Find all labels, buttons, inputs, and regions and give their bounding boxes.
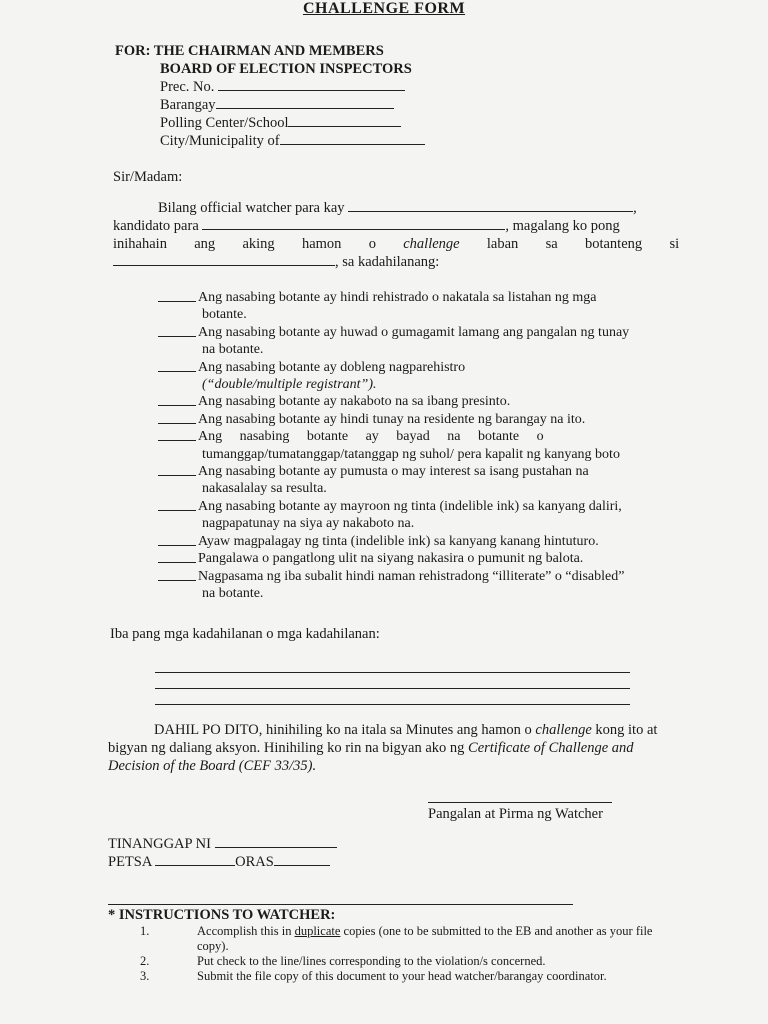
reason-item [158, 289, 678, 324]
closing-text-c: kong ito at bigyan ng daliang aksyon. Hinihiling ko rin na bigyan ako ng [108, 722, 658, 756]
reason-item [158, 411, 678, 428]
barangay-label: Barangay [160, 97, 216, 113]
intro-word: laban [486, 236, 519, 252]
barangay-row [115, 96, 425, 114]
instruction-text-cont: copies (one to be submitted to the EB and another as your file copy). [197, 924, 653, 953]
received-by-row [108, 835, 337, 853]
instruction-item [140, 954, 680, 969]
reason-item [158, 568, 678, 603]
reason-item [158, 359, 678, 394]
intro-word: hamon [301, 236, 342, 252]
reason-text: Ang nasabing botante ay pumusta o may interest sa isang pustahan na [198, 464, 589, 480]
check-line[interactable] [158, 568, 198, 603]
received-by-label: TINANGGAP NI [108, 836, 211, 852]
instructions-list [140, 924, 680, 984]
closing-text-b: challenge [535, 722, 592, 738]
intro-text-1: Bilang official watcher para kay [158, 200, 345, 216]
received-block [108, 835, 337, 871]
for-line: FOR: THE CHAIRMAN AND MEMBERS [115, 43, 384, 59]
reason-text-cont: na botante. [202, 342, 264, 358]
reason-text: Nagpasama ng iba subalit hindi naman rehistradong “illiterate” o “disabled” [198, 568, 625, 584]
prec-no-field[interactable] [218, 78, 405, 91]
signature-line[interactable] [428, 802, 612, 803]
intro-word: si [669, 236, 680, 252]
closing-text-a: DAHIL PO DITO, hinihiling ko na itala sa Minutes ang hamon o [154, 722, 536, 738]
other-reason-line-1[interactable] [155, 672, 630, 673]
reason-item [158, 463, 678, 498]
intro-word: aking [242, 236, 275, 252]
time-label: ORAS [235, 854, 274, 870]
instruction-underlined: duplicate [294, 924, 341, 938]
instruction-item [140, 924, 680, 954]
intro-word: o [368, 236, 376, 252]
reason-text: Ayaw magpalagay ng tinta (indelible ink) sa kanyang kanang hintuturo. [198, 533, 599, 549]
other-reason-line-3[interactable] [155, 704, 630, 705]
intro-word: botanteng [584, 236, 643, 252]
date-label: PETSA [108, 854, 152, 870]
candidate-name-field[interactable] [348, 199, 633, 212]
reason-text-cont: botante. [202, 307, 247, 323]
instruction-item [140, 969, 680, 984]
reason-text: Ang nasabing botante ay huwad o gumagamit lamang ang pangalan ng tunay [198, 324, 630, 340]
intro-text-2b: , magalang ko pong [505, 218, 620, 234]
instruction-number: 1. [140, 924, 150, 938]
intro-text-4: , sa kadahilanang: [335, 254, 440, 270]
reason-text-cont: nagpapatunay na siya ay nakaboto na. [202, 516, 415, 532]
check-line[interactable] [158, 428, 198, 463]
intro-word: sa [545, 236, 558, 252]
city-field[interactable] [280, 132, 425, 145]
reason-text: Ang nasabing botante ay mayroon ng tinta (indelible ink) sa kanyang daliri, [198, 498, 622, 514]
date-time-row [108, 853, 337, 871]
intro-line-1: Bilang official watcher para kay , [158, 200, 637, 216]
reason-item [158, 393, 678, 410]
instructions-heading: * INSTRUCTIONS TO WATCHER: [108, 907, 336, 923]
reason-item [158, 324, 678, 359]
intro-line-2 [113, 217, 620, 235]
reason-text: Ang nasabing botante ay bayad na botante o [198, 429, 544, 445]
check-line[interactable] [158, 498, 198, 533]
check-line[interactable] [158, 324, 198, 359]
check-line[interactable] [158, 289, 198, 324]
reason-item [158, 533, 678, 550]
prec-no-row [115, 78, 425, 96]
date-field[interactable] [155, 853, 235, 866]
instruction-text: Accomplish this in [197, 924, 295, 938]
form-title: CHALLENGE FORM [302, 0, 466, 17]
reason-text: Ang nasabing botante ay nakaboto na sa ibang presinto. [198, 394, 511, 410]
other-reasons-label: Iba pang mga kadahilanan o mga kadahilanan: [110, 626, 380, 642]
instruction-number: 3. [140, 969, 150, 983]
signature-label: Pangalan at Pirma ng Watcher [428, 806, 603, 822]
intro-line-4 [113, 253, 439, 271]
reason-text: Ang nasabing botante ay hindi rehistrado o nakatala sa listahan ng mga [198, 290, 597, 305]
check-line[interactable] [158, 463, 198, 498]
city-label: City/Municipality of [160, 133, 280, 149]
reason-text: Ang nasabing botante ay dobleng nagparehistro [198, 359, 466, 375]
reason-text: Ang nasabing botante ay hindi tunay na residente ng barangay na ito. [198, 411, 586, 427]
check-line[interactable] [158, 393, 198, 410]
city-row [115, 132, 425, 150]
check-line[interactable] [158, 359, 198, 394]
polling-label: Polling Center/School [160, 115, 289, 131]
reason-text: Pangalawa o pangatlong ulit na siyang nakasira o pumunit ng balota. [198, 551, 584, 567]
reason-text-cont: na botante. [202, 585, 264, 601]
position-field[interactable] [202, 217, 505, 230]
closing-paragraph [108, 721, 674, 775]
closing-text-d: Certificate of Challenge and Decision of the Board (CEF 33/35). [108, 740, 634, 774]
polling-field[interactable] [288, 114, 401, 127]
check-line[interactable] [158, 411, 198, 428]
time-field[interactable] [274, 853, 330, 866]
voter-name-field[interactable] [113, 253, 335, 266]
prec-no-label: Prec. No. [160, 79, 215, 95]
reason-item [158, 498, 678, 533]
barangay-field[interactable] [216, 96, 394, 109]
reason-text-cont: nakasalalay sa resulta. [202, 481, 327, 497]
intro-line-3 [113, 235, 679, 253]
reason-text-cont: tumanggap/tumatanggap/tatanggap ng suhol/ pera kapalit ng kanyang boto [202, 446, 620, 462]
intro-word: ang [194, 236, 216, 252]
intro-word-challenge: challenge [403, 236, 460, 252]
instruction-text: Put check to the line/lines corresponding to the violation/s concerned. [197, 954, 546, 968]
board-line: BOARD OF ELECTION INSPECTORS [160, 61, 412, 77]
check-line[interactable] [158, 550, 198, 567]
divider [108, 904, 573, 905]
reason-item [158, 550, 678, 567]
reason-item [158, 428, 678, 463]
other-reason-line-2[interactable] [155, 688, 630, 689]
reasons-list [158, 289, 678, 602]
check-line[interactable] [158, 533, 198, 550]
intro-word: inihahain [113, 236, 167, 252]
received-by-field[interactable] [215, 835, 337, 848]
polling-row [115, 114, 425, 132]
salutation: Sir/Madam: [113, 169, 183, 185]
instruction-number: 2. [140, 954, 150, 968]
addressee-block [115, 42, 425, 150]
reason-text-cont: (“double/multiple registrant”). [202, 377, 377, 393]
intro-text-2: kandidato para [113, 218, 199, 234]
instruction-text: Submit the file copy of this document to your head watcher/barangay coordinator. [197, 969, 607, 983]
